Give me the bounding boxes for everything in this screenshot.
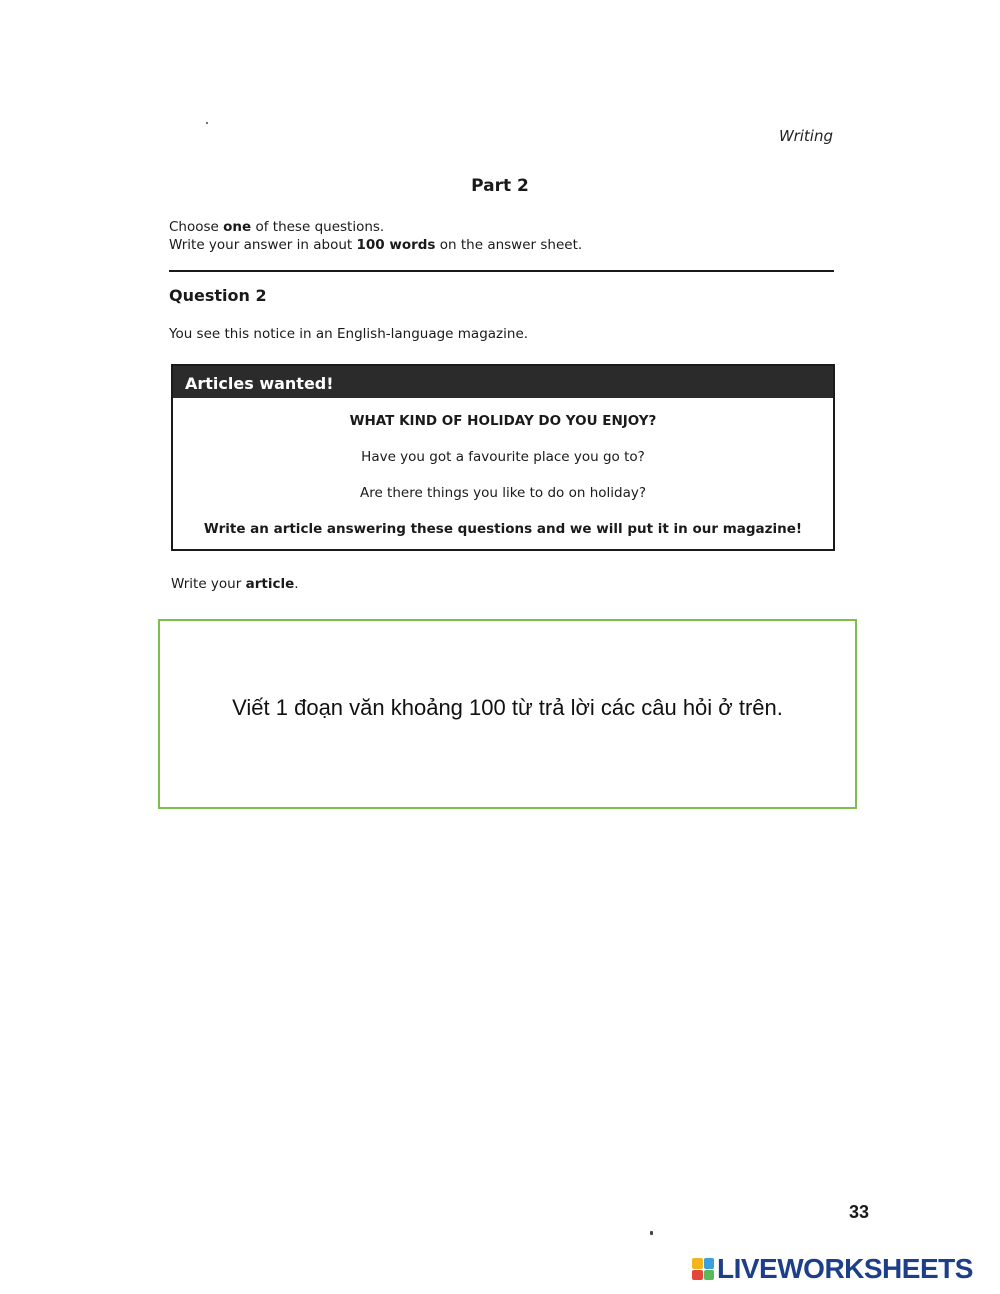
notice-question-2: Are there things you like to do on holiday? <box>359 485 647 501</box>
running-head: Writing <box>779 127 833 145</box>
part-title: Part 2 <box>471 176 529 196</box>
instruction-emphasis: 100 words <box>356 237 436 253</box>
task-text: Write your <box>171 576 246 592</box>
liveworksheets-logo <box>692 1254 973 1284</box>
instruction-text: Choose <box>169 219 224 235</box>
question-title: Question 2 <box>169 286 267 305</box>
logo-tile <box>704 1258 715 1269</box>
task-text: . <box>294 576 299 592</box>
speck <box>650 1231 653 1235</box>
answer-box-text: Viết 1 đoạn văn khoảng 100 từ trả lời các câu hỏi ở trên. <box>232 695 783 720</box>
notice-call-to-action: Write an article answering these questions and we will put it in our magazine! <box>203 521 803 537</box>
instruction-text: Write your answer in about <box>169 237 357 253</box>
task-instruction <box>171 576 299 592</box>
logo-wordmark: LIVEWORKSHEETS <box>717 1253 973 1284</box>
logo-tile <box>692 1258 703 1269</box>
speck <box>206 122 208 124</box>
notice-title: Articles wanted! <box>185 374 334 393</box>
question-prompt: You see this notice in an English-language magazine. <box>169 326 529 342</box>
instruction-line-1 <box>169 218 582 236</box>
notice-heading: WHAT KIND OF HOLIDAY DO YOU ENJOY? <box>349 413 657 429</box>
answer-box[interactable] <box>158 619 857 809</box>
notice-box <box>171 364 835 551</box>
logo-mark-icon <box>692 1258 714 1280</box>
task-emphasis: article <box>245 576 295 592</box>
instruction-line-2 <box>169 236 582 254</box>
logo-tile <box>692 1270 703 1281</box>
section-divider <box>169 270 834 272</box>
notice-header <box>173 366 833 398</box>
notice-question-1: Have you got a favourite place you go to? <box>361 449 645 465</box>
instruction-text: of these questions. <box>251 219 385 235</box>
page-number: 33 <box>849 1202 870 1222</box>
instruction-emphasis: one <box>223 219 252 235</box>
logo-tile <box>704 1270 715 1281</box>
instruction-text: on the answer sheet. <box>435 237 583 253</box>
instructions <box>169 218 582 254</box>
